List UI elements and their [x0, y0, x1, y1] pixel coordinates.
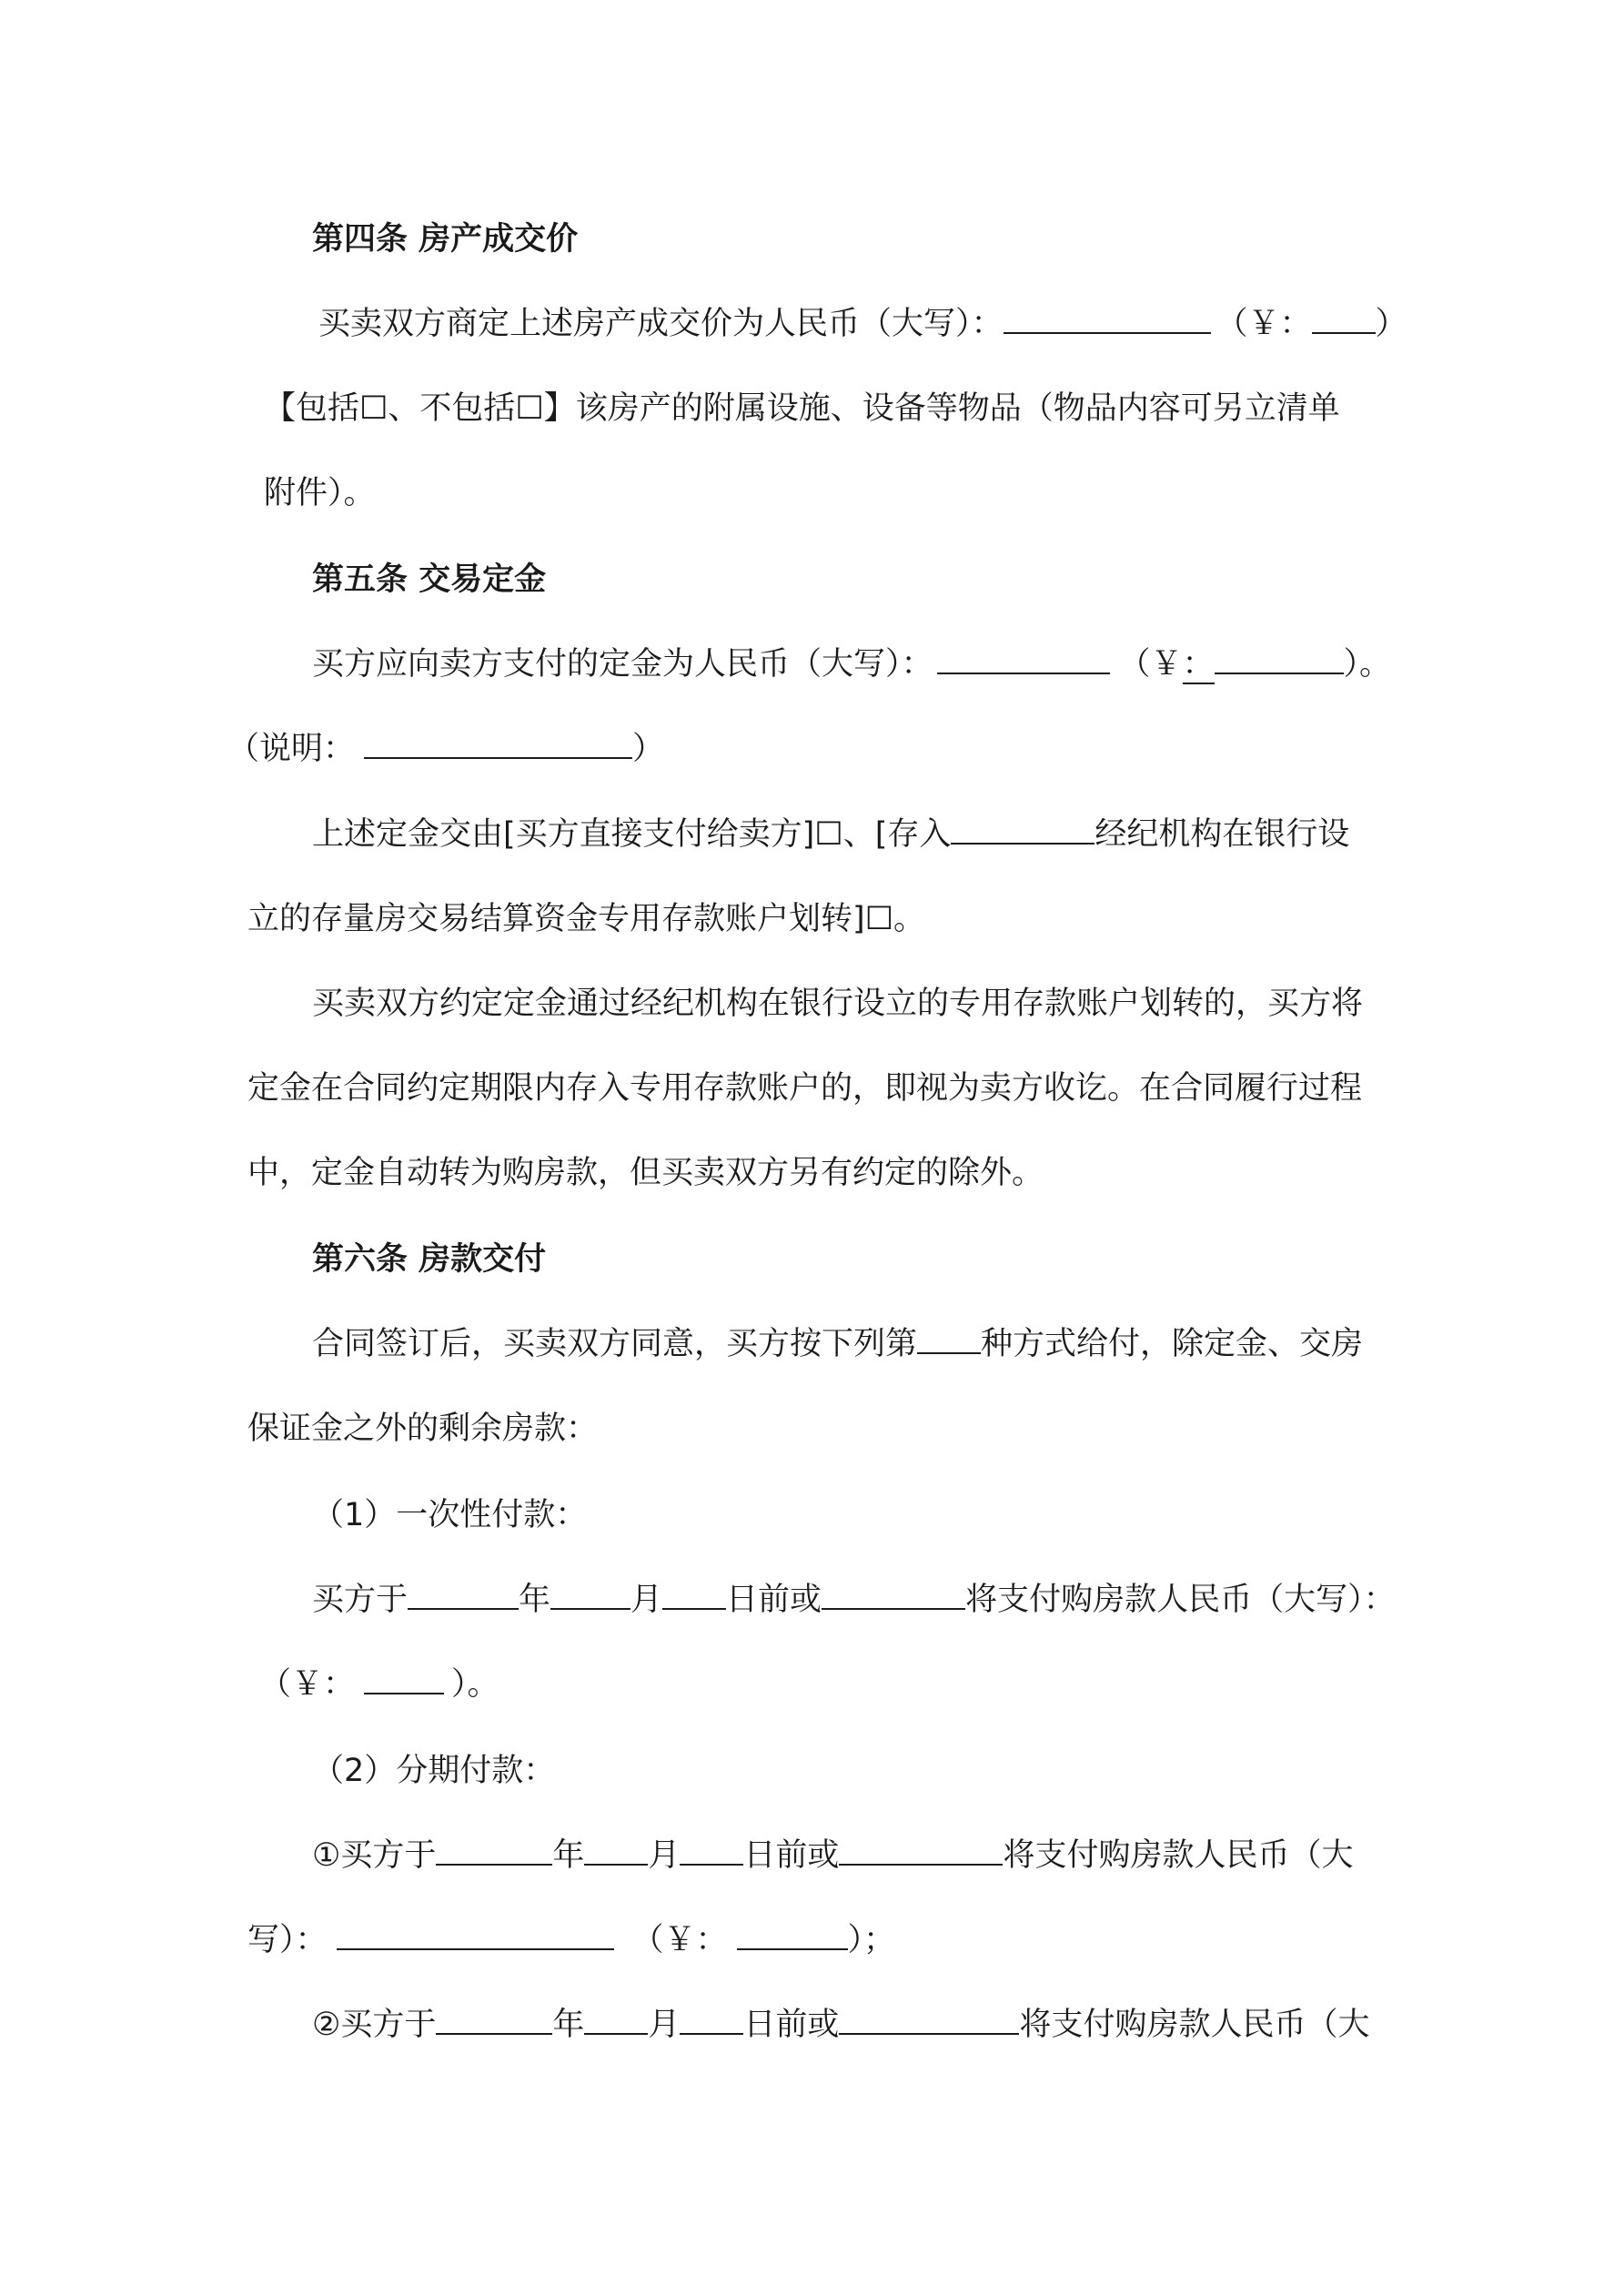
article-5-note-line: （说明： ）: [227, 726, 664, 772]
i1-uppercase-blank[interactable]: [337, 1917, 614, 1950]
deposit-uppercase-blank[interactable]: [937, 642, 1110, 674]
i1-month-blank[interactable]: [584, 1833, 648, 1866]
article-5-para-line-2: 定金在合同约定期限内存入专用存款账户的，即视为卖方收讫。在合同履行过程: [247, 1070, 1363, 1107]
o1-day-blank[interactable]: [662, 1577, 726, 1610]
i1-other-blank[interactable]: [839, 1833, 1003, 1866]
option-1-title: （1）一次性付款：: [312, 1497, 588, 1533]
article-5-para-line-3: 中，定金自动转为购房款，但买卖双方另有约定的除外。: [247, 1155, 1044, 1191]
article-5-para-line-1: 买卖双方约定定金通过经纪机构在银行设立的专用存款账户划转的，买方将: [312, 986, 1364, 1022]
broker-name-blank[interactable]: [951, 812, 1094, 845]
note-blank[interactable]: [364, 726, 632, 759]
article-6-intro-line: 合同签订后，买卖双方同意，买方按下列第 种方式给付，除定金、交房: [312, 1321, 1363, 1367]
article-4-facilities-line: 【包括☐、不包括☐】该房产的附属设施、设备等物品（物品内容可另立清单: [264, 390, 1340, 427]
article-5-heading: 第五条 交易定金: [312, 561, 547, 598]
installment-1-amount-line: 写）： （￥： ）；: [247, 1917, 895, 1963]
i2-day-blank[interactable]: [680, 2002, 743, 2035]
o1-month-blank[interactable]: [550, 1577, 630, 1610]
article-5-deposit-line: 买方应向卖方支付的定金为人民币（大写）： （￥： ）。: [312, 642, 1391, 687]
article-5-payment-method-line: 上述定金交由[买方直接支付给卖方]☐、[存入 经纪机构在银行设: [312, 812, 1349, 857]
i1-year-blank[interactable]: [436, 1833, 552, 1866]
installment-1-date-line: ①买方于 年 月 日前或 将支付购房款人民币（大: [312, 1833, 1353, 1878]
option-1-date-line: 买方于 年 月 日前或 将支付购房款人民币（大写）：: [312, 1577, 1396, 1623]
article-4-heading: 第四条 房产成交价: [312, 221, 579, 258]
article-5-account-line: 立的存量房交易结算资金专用存款账户划转]☐。: [247, 901, 926, 937]
o1-year-blank[interactable]: [408, 1577, 519, 1610]
price-uppercase-blank[interactable]: [1004, 301, 1211, 334]
i1-number-blank[interactable]: [737, 1917, 848, 1950]
deposit-number-blank[interactable]: [1215, 642, 1344, 674]
article-6-intro-line-2: 保证金之外的剩余房款：: [247, 1411, 599, 1447]
i2-year-blank[interactable]: [436, 2002, 552, 2035]
option-1-amount-line: （￥： ）。: [259, 1662, 499, 1707]
i1-day-blank[interactable]: [680, 1833, 743, 1866]
installment-2-date-line: ②买方于 年 月 日前或 将支付购房款人民币（大: [312, 2002, 1369, 2048]
i2-other-blank[interactable]: [839, 2002, 1019, 2035]
article-6-heading: 第六条 房款交付: [312, 1241, 547, 1278]
o1-amount-blank[interactable]: [364, 1662, 444, 1694]
option-2-title: （2）分期付款：: [312, 1753, 556, 1789]
article-4-attachment-line: 附件）。: [264, 475, 376, 511]
i2-month-blank[interactable]: [584, 2002, 648, 2035]
o1-other-blank[interactable]: [822, 1577, 965, 1610]
article-4-price-line: 买卖双方商定上述房产成交价为人民币（大写）： （￥： ）: [318, 301, 1407, 347]
price-number-blank[interactable]: [1312, 301, 1376, 334]
payment-option-blank[interactable]: [917, 1321, 981, 1354]
